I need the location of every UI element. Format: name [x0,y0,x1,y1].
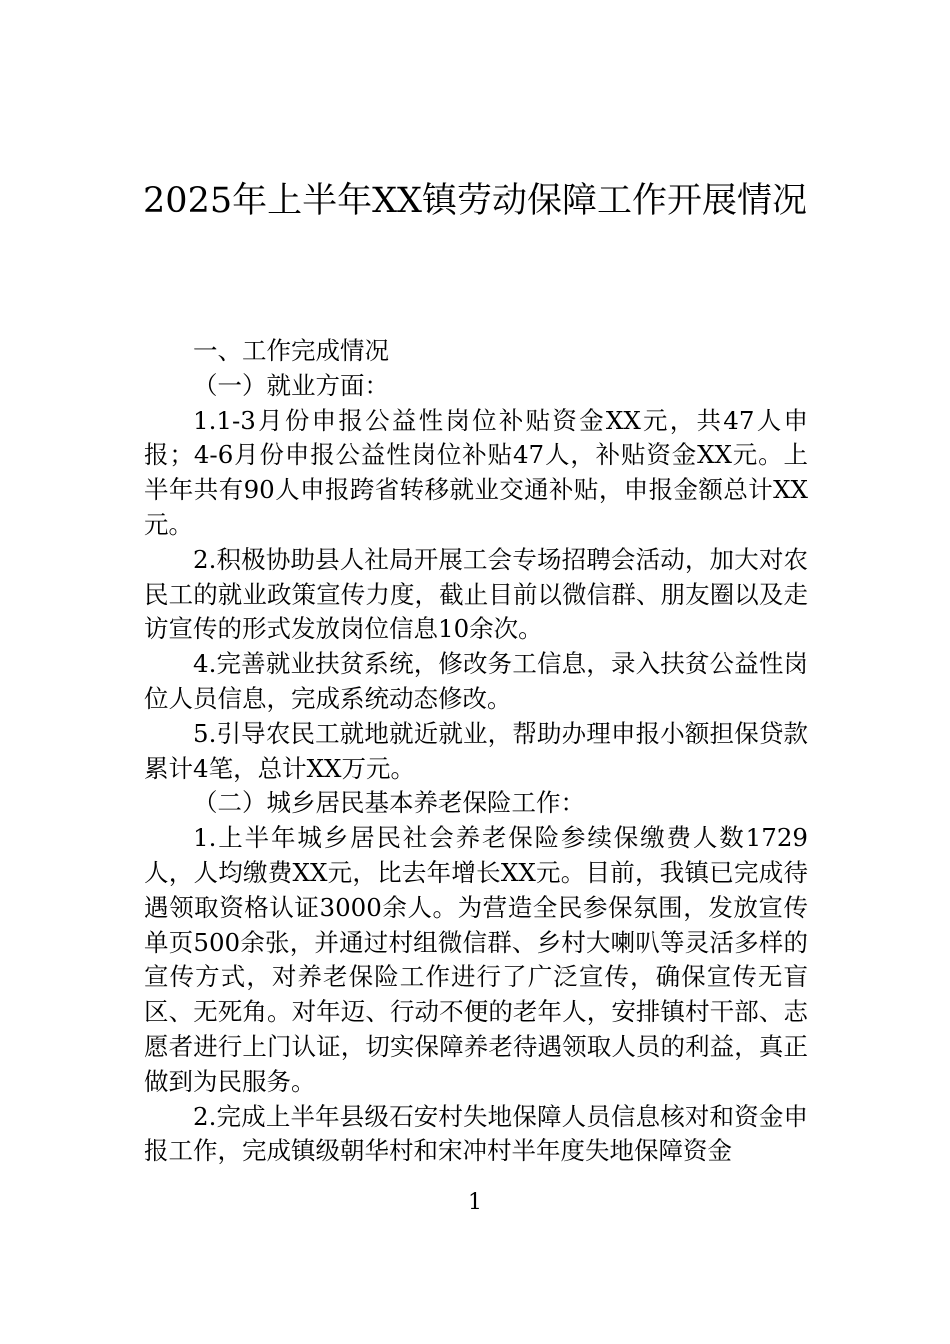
body-paragraph: 4.完善就业扶贫系统，修改务工信息，录入扶贫公益性岗位人员信息，完成系统动态修改。 [144,649,808,713]
page-number: 1 [468,1190,482,1215]
subsection-heading: （二）城乡居民基本养老保险工作： [193,788,585,818]
body-paragraph: 5.引导农民工就地就近就业，帮助办理申报小额担保贷款累计4笔，总计XX万元。 [144,718,808,783]
body-paragraph: 1.上半年城乡居民社会养老保险参续保缴费人数1729人，人均缴费XX元，比去年增长XX元。目前，我镇已完成待遇领取资格认证3000余人。为营造全民参保氛围，发放宣传单页500余张，并通过村组微信群、乡村大喇叭等灵活多样的宣传方式，对养老保险工作进行了广泛宣传，确保宣传无盲区、无死角。对年迈、行动不便的老年人，安排镇村干部、志愿者进行上门认证，切实保障养老待遇领取人员的利益，真正做到为民服务。 [144,823,808,1096]
body-paragraph: 1.1-3月份申报公益性岗位补贴资金XX元，共47人申报；4-6月份申报公益性岗位补贴47人，补贴资金XX元。上半年共有90人申报跨省转移就业交通补贴，申报金额总计XX元。 [144,405,808,539]
subsection-heading: （一）就业方面： [193,370,389,400]
body-paragraph: 2.积极协助县人社局开展工会专场招聘会活动，加大对农民工的就业政策宣传力度，截止目前以微信群、朋友圈以及走访宣传的形式发放岗位信息10余次。 [144,544,808,644]
document-title: 2025年上半年XX镇劳动保障工作开展情况 [143,181,807,221]
body-paragraph: 2.完成上半年县级石安村失地保障人员信息核对和资金申报工作，完成镇级朝华村和宋冲村半年度失地保障资金 [144,1101,808,1166]
document-body [144,334,808,1169]
section-heading: 一、工作完成情况 [193,336,389,365]
